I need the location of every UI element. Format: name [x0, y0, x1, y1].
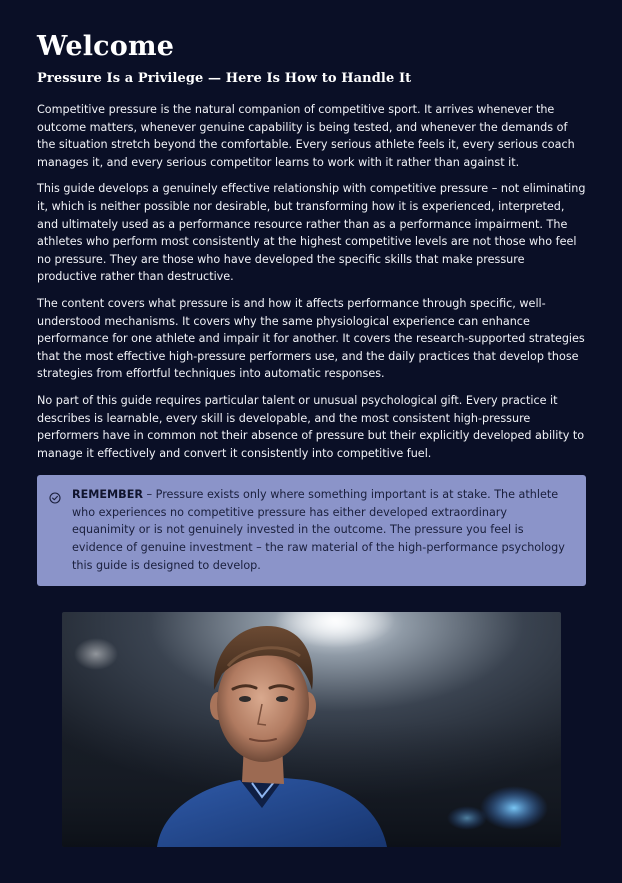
document-page [37, 30, 586, 586]
callout-body [72, 486, 570, 574]
remember-callout [37, 475, 586, 586]
check-circle-icon [49, 489, 61, 501]
athlete-photo [62, 612, 561, 847]
page-subtitle: Pressure Is a Privilege — Here Is How to Handle It [37, 71, 412, 86]
page-title: Welcome [37, 31, 175, 62]
paragraph-learnable: No part of this guide requires particular talent or unusual psychological gift. Every practice it describes is learnable, every skill is developable, and the most consistent high-pressure performers have in common not their absence of pressure but their explicitly developed ability to manage it effectively and convert it consistently into competitive fuel. [37, 393, 585, 460]
paragraph-guide-purpose: This guide develops a genuinely effective relationship with competitive pressure – not eliminating it, which is neither possible nor desirable, but transforming how it is experienced, interpreted, and ultimately used as a performance resource rather than as a performance impairment. The athletes who perform most consistently at the highest competitive levels are not those who feel no pressure. They are those who have developed the specific skills that make pressure productive rather than destructive. [37, 182, 586, 284]
paragraph-content-overview: The content covers what pressure is and how it affects performance through specific, well-understood mechanisms. It covers why the same physiological experience can enhance performance for one athlete and impair it for another. It covers the research-supported strategies that the most effective high-pressure performers use, and the daily practices that develop those strategies from effortful techniques into automatic responses. [37, 296, 585, 381]
callout-label: REMEMBER [72, 488, 143, 502]
paragraph-intro: Competitive pressure is the natural companion of competitive sport. It arrives whenever the outcome matters, whenever genuine capability is being tested, and whenever the demands of the situation stretch beyond the comfortable. Every serious athlete feels it, every serious coach manages it, and every serious competitor learns to work with it rather than against it. [37, 103, 575, 169]
callout-text: – Pressure exists only where something important is at stake. The athlete who experiences no competitive pressure has either developed extraordinary equanimity or is not genuinely invested in the outcome. The pressure you feel is evidence of genuine investment – the raw material of the high-performance psychology this guide is designed to develop. [72, 488, 565, 572]
